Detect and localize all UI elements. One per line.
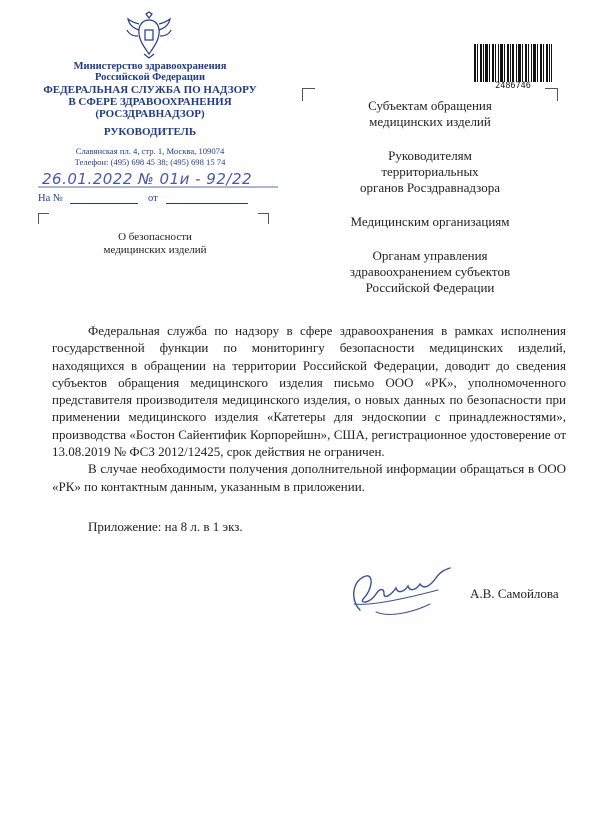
- letter-body: [52, 322, 566, 495]
- subject-line-2: медицинских изделий: [103, 244, 207, 256]
- head-title: РУКОВОДИТЕЛЬ: [103, 126, 197, 138]
- addressee-2: [300, 148, 560, 196]
- addressee-line: Медицинским организациям: [350, 214, 510, 229]
- service-name: [40, 84, 260, 120]
- reference-number-line: [70, 203, 138, 204]
- service-line-3: (РОСЗДРАВНАДЗОР): [95, 108, 205, 120]
- addressee-3: [300, 214, 560, 230]
- addressee-line: территориальных: [381, 164, 479, 179]
- addressee-4: [300, 248, 560, 296]
- barcode-number: 2486746: [495, 81, 531, 91]
- addressee-line: Руководителям: [388, 148, 472, 163]
- addressee-1: [300, 98, 560, 130]
- addressee-line: Субъектам обращения: [368, 98, 492, 113]
- reference-date-label: от: [148, 193, 158, 204]
- phone-line: Телефон: (495) 698 45 38; (495) 698 15 74: [74, 156, 226, 167]
- signer-name: А.В. Самойлова: [470, 586, 559, 601]
- addressee-block: [300, 98, 560, 312]
- handwritten-signature-icon: [340, 560, 460, 620]
- subject-bracket-right: [258, 213, 269, 224]
- russian-coat-of-arms-icon: [124, 10, 174, 60]
- addressee-line: здравоохранением субъектов: [349, 264, 511, 279]
- service-line-1: ФЕДЕРАЛЬНАЯ СЛУЖБА ПО НАДЗОРУ: [43, 84, 257, 96]
- service-line-2: В СФЕРЕ ЗДРАВООХРАНЕНИЯ: [68, 96, 232, 108]
- addressee-line: Российской Федерации: [365, 280, 495, 295]
- ministry-line-1: Министерство здравоохранения: [73, 61, 227, 72]
- body-paragraph-2: В случае необходимости получения дополнительной информации обращаться в ООО «РК» по контактным данным, указанным в приложении.: [52, 461, 566, 494]
- address-line: Славянская пл. 4, стр. 1, Москва, 109074: [75, 146, 225, 156]
- addressee-line: Органам управления: [372, 248, 488, 263]
- sender-address: [40, 146, 260, 167]
- subject-line-1: О безопасности: [118, 231, 192, 243]
- reference-date-line: [166, 203, 248, 204]
- registration-handwritten: 26.01.2022 № 01и - 92/22: [42, 170, 253, 188]
- reference-number-label: На №: [38, 193, 63, 204]
- attachment-note: Приложение: на 8 л. в 1 экз.: [88, 519, 243, 534]
- subject-bracket-left: [38, 213, 49, 224]
- addressee-line: органов Росздравнадзора: [359, 180, 501, 195]
- barcode: [474, 44, 552, 82]
- ministry-line-2: Российской Федерации: [94, 72, 206, 83]
- ministry-name: [40, 61, 260, 83]
- addressee-line: медицинских изделий: [369, 114, 491, 129]
- body-paragraph-1: Федеральная служба по надзору в сфере здравоохранения в рамках исполнения государственной функции по мониторингу безопасности медицинских изделий, находящихся в обращении на территории Российской Федерации, доводит до сведения субъектов обращения медицинского изделия письмо ООО «РК», уполномоченного представителя производителя медицинского изделия, о новых данных по безопасности при применении медицинского изделия «Катетеры для эндоскопии с принадлежностями», производства «Бостон Сайентифик Корпорейшн», США, регистрационное удостоверение от 13.08.2019 № ФСЗ 2012/12425, срок действия не ограничен.: [52, 323, 566, 460]
- letter-subject: [50, 231, 260, 257]
